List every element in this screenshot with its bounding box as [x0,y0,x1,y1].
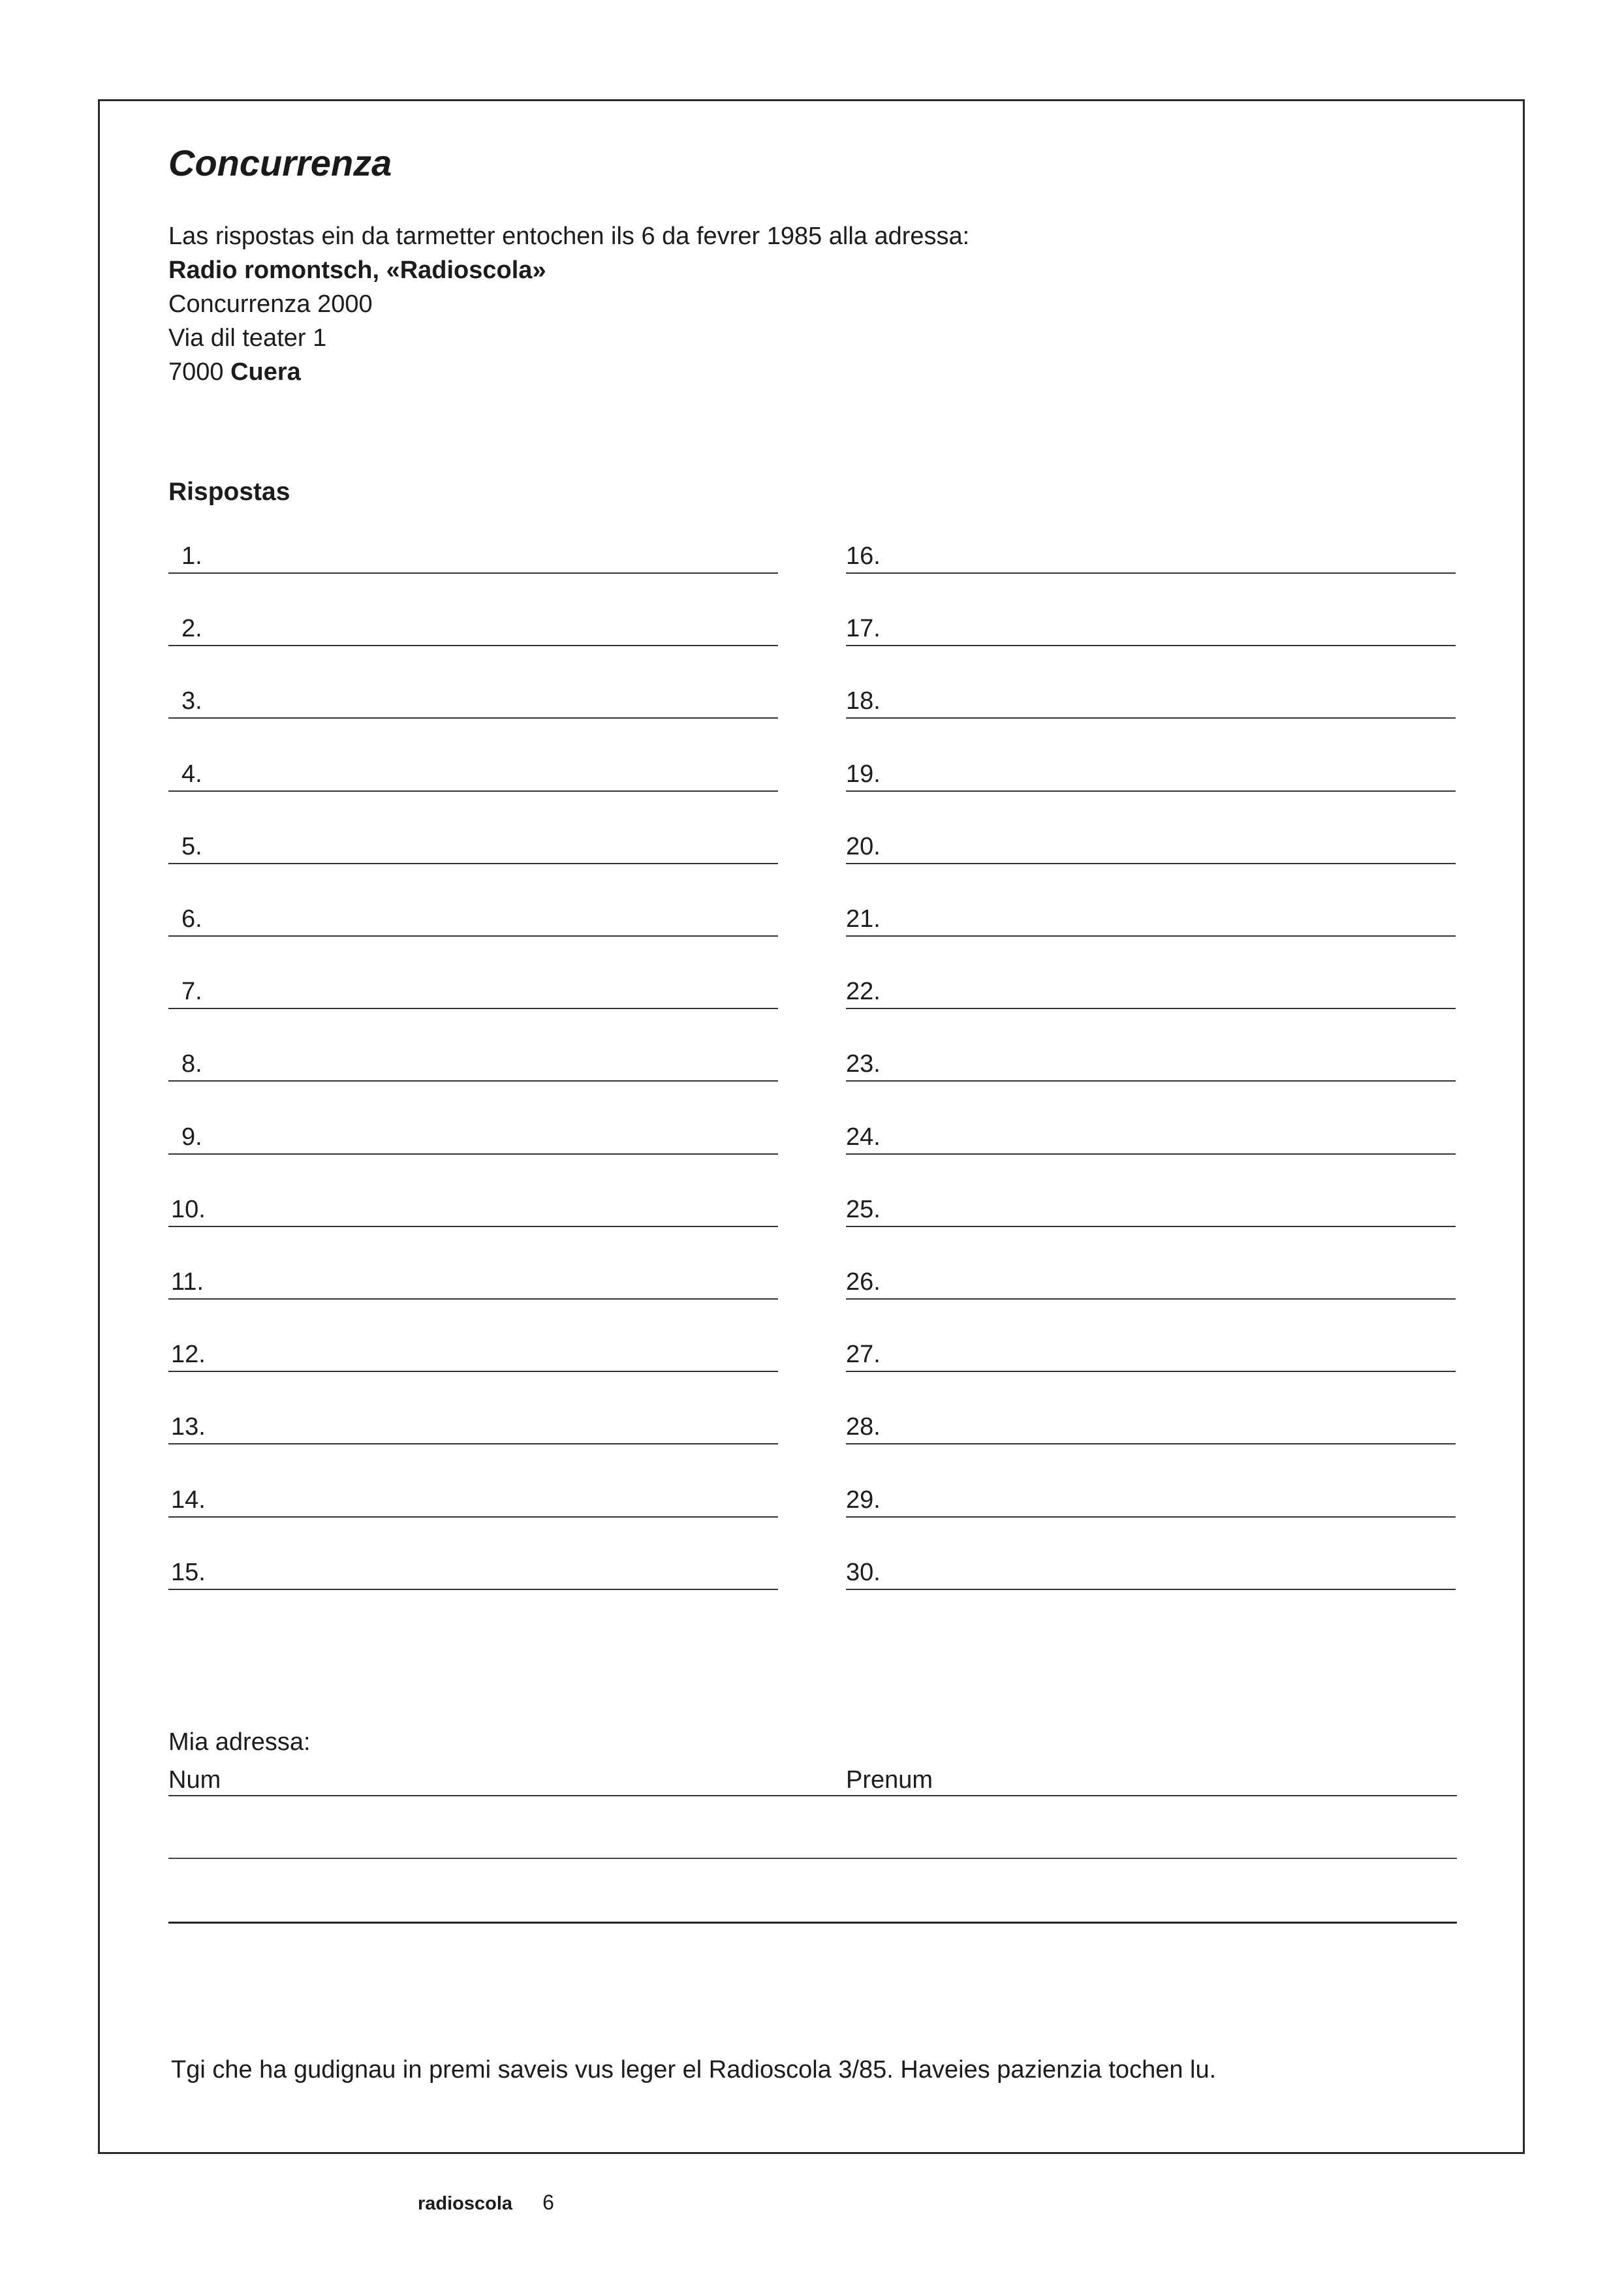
address-postcode: 7000 [168,358,231,386]
answer-field-29[interactable] [846,1476,1456,1518]
answer-number: 4. [181,760,202,788]
publication-name: radioscola [418,2193,513,2214]
answer-field-11[interactable] [168,1258,778,1300]
answer-field-30[interactable] [846,1548,1456,1590]
answer-field-9[interactable] [168,1113,778,1155]
answer-number: 15. [171,1559,206,1586]
answer-number: 14. [171,1486,206,1514]
answer-number: 20. [846,833,881,860]
address-city: Cuera [230,358,301,386]
answer-number: 24. [846,1123,881,1151]
address-line-1[interactable] [168,1858,1457,1859]
answer-number: 27. [846,1341,881,1368]
answer-field-13[interactable] [168,1403,778,1444]
surname-label: Num [168,1766,221,1794]
answer-number: 13. [171,1413,206,1441]
answer-field-3[interactable] [168,677,778,719]
address-department: Concurrenza 2000 [168,290,373,318]
firstname-label: Prenum [846,1766,933,1794]
answer-field-20[interactable] [846,822,1456,864]
intro-block [168,219,969,389]
address-city-line [168,355,969,389]
name-input-row[interactable] [168,1762,1457,1796]
address-recipient: Radio romontsch, «Radioscola» [168,257,546,284]
answer-field-28[interactable] [846,1403,1456,1444]
page-footer [418,2192,554,2213]
answer-field-19[interactable] [846,750,1456,792]
answer-field-16[interactable] [846,532,1456,574]
answer-field-23[interactable] [846,1040,1456,1082]
address-street: Via dil teater 1 [168,324,327,352]
answer-field-24[interactable] [846,1113,1456,1155]
answer-number: 1. [181,542,202,570]
answer-field-10[interactable] [168,1185,778,1227]
answer-field-27[interactable] [846,1330,1456,1372]
answer-number: 22. [846,978,881,1005]
answer-number: 21. [846,905,881,933]
address-line-2[interactable] [168,1922,1457,1924]
answer-number: 9. [181,1123,202,1151]
answer-number: 6. [181,905,202,933]
answer-number: 23. [846,1050,881,1078]
answer-number: 10. [171,1196,206,1223]
answers-heading: Rispostas [168,478,290,506]
answer-number: 29. [846,1486,881,1514]
answer-number: 5. [181,833,202,860]
answer-number: 18. [846,687,881,715]
page-title: Concurrenza [168,142,392,183]
answer-number: 26. [846,1268,881,1296]
answer-field-18[interactable] [846,677,1456,719]
answer-number: 11. [171,1268,204,1296]
footer-note: Tgi che ha gudignau in premi saveis vus leger el Radioscola 3/85. Haveies pazienzia tochen lu. [171,2056,1217,2084]
answer-number: 25. [846,1196,881,1223]
answer-number: 16. [846,542,881,570]
answer-field-26[interactable] [846,1258,1456,1300]
answer-field-5[interactable] [168,822,778,864]
answer-number: 12. [171,1341,206,1368]
address-label: Mia adressa: [168,1728,311,1756]
answer-field-4[interactable] [168,750,778,792]
answer-field-6[interactable] [168,895,778,937]
answer-number: 8. [181,1050,202,1078]
answer-field-17[interactable] [846,604,1456,646]
answer-field-2[interactable] [168,604,778,646]
answer-number: 2. [181,615,202,642]
answer-number: 28. [846,1413,881,1441]
page-number: 6 [542,2191,554,2214]
answer-field-15[interactable] [168,1548,778,1590]
answer-field-8[interactable] [168,1040,778,1082]
answer-number: 19. [846,760,881,788]
intro-instruction: Las rispostas ein da tarmetter entochen ils 6 da fevrer 1985 alla adressa: [168,223,970,250]
answer-field-14[interactable] [168,1476,778,1518]
answer-field-1[interactable] [168,532,778,574]
answer-field-25[interactable] [846,1185,1456,1227]
answer-number: 17. [846,615,881,642]
answer-field-21[interactable] [846,895,1456,937]
answer-field-22[interactable] [846,967,1456,1009]
answer-field-7[interactable] [168,967,778,1009]
answer-field-12[interactable] [168,1330,778,1372]
answer-number: 7. [181,978,202,1005]
answer-number: 3. [181,687,202,715]
answer-number: 30. [846,1559,881,1586]
